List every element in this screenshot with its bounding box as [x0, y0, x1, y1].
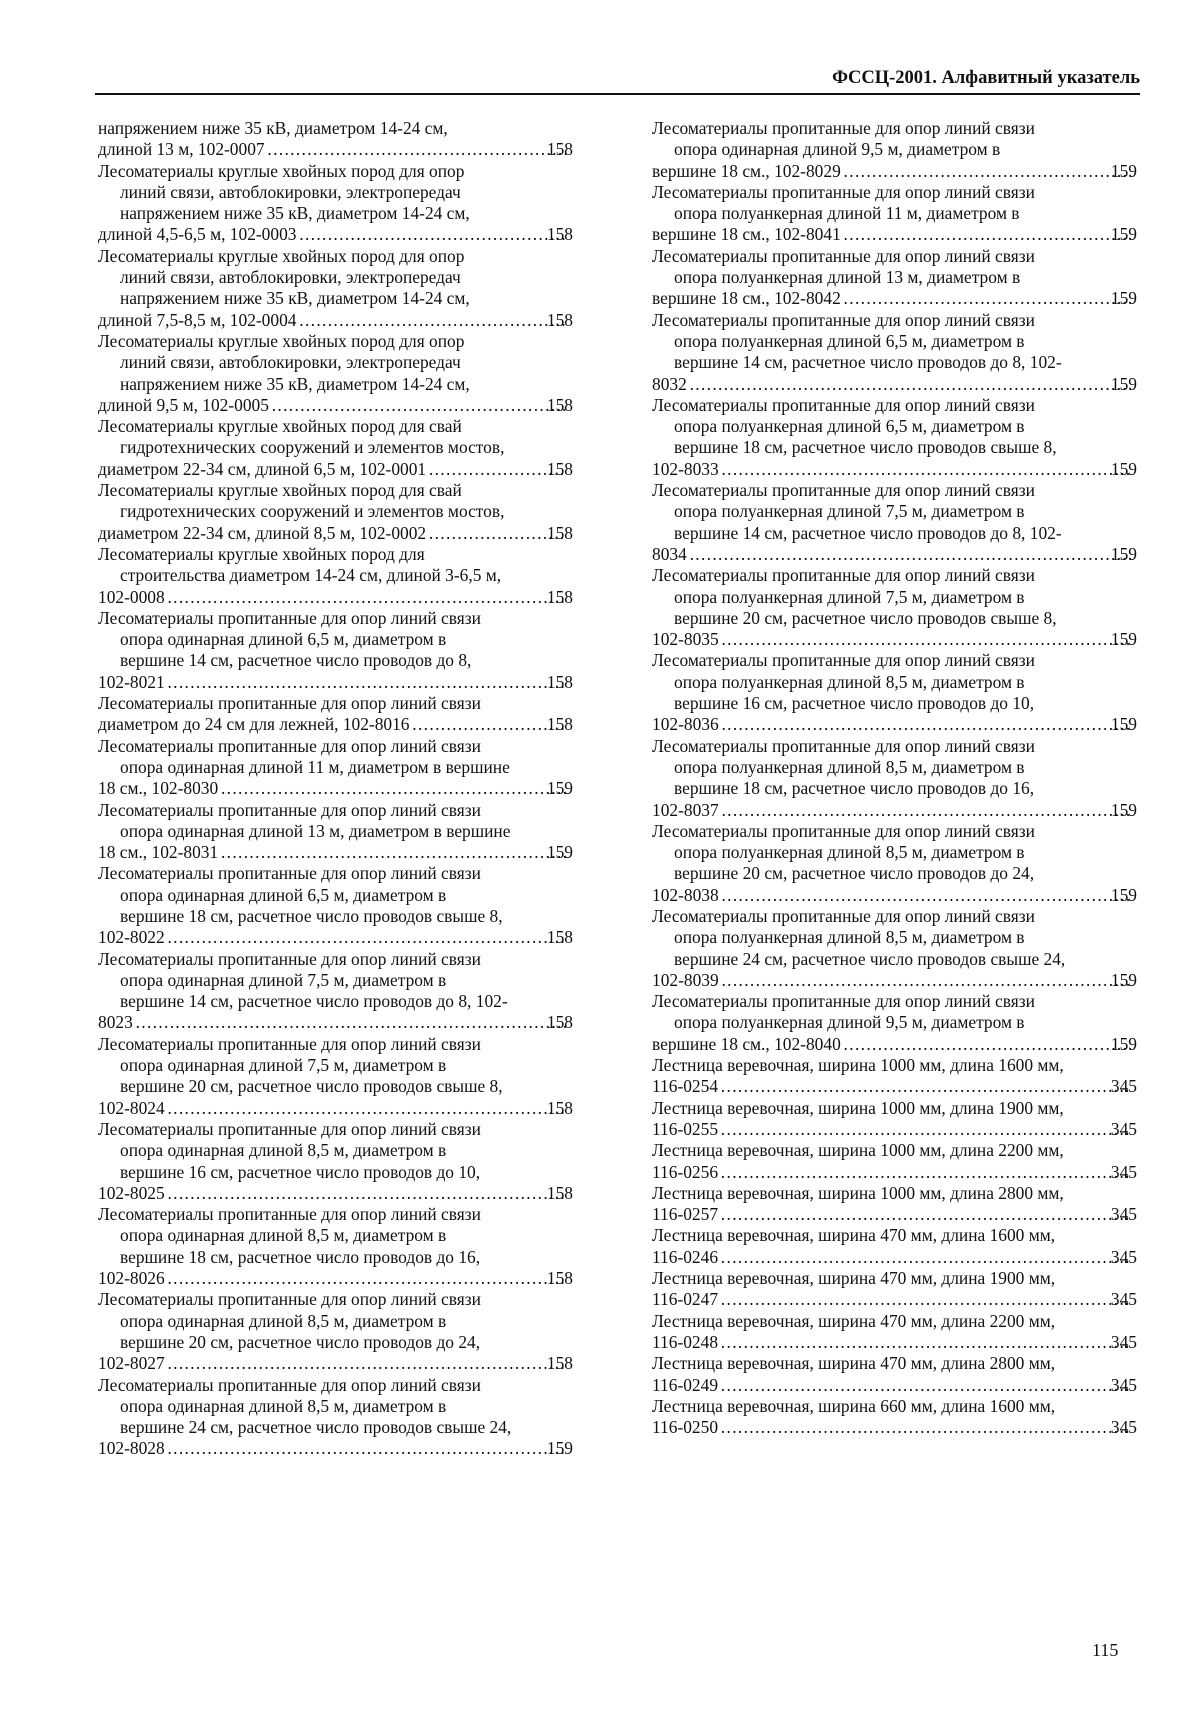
dot-leader	[721, 459, 1131, 480]
entry-text: Лесоматериалы пропитанные для опор линий связи	[652, 735, 1035, 756]
entry-text: Лесоматериалы пропитанные для опор линий связи	[98, 1289, 481, 1310]
entry-last-line	[98, 671, 573, 693]
index-column-left	[98, 118, 573, 1460]
entry-text: Лесоматериалы пропитанные для опор линий связи	[98, 863, 481, 884]
entry-text: вершине 18 см., 102-8040	[652, 1033, 841, 1054]
entry-last-line	[98, 927, 573, 948]
dot-leader	[689, 544, 1131, 565]
entry-text: Лестница веревочная, ширина 1000 мм, длина 1600 мм,	[652, 1055, 1064, 1076]
index-entry	[98, 1375, 573, 1460]
entry-text: Лесоматериалы пропитанные для опор линий связи	[652, 820, 1035, 841]
entry-last-line	[652, 1289, 1137, 1310]
entry-text: линий связи, автоблокировки, электропередач	[120, 267, 461, 288]
entry-text: опора полуанкерная длиной 11 м, диаметром в	[674, 203, 1020, 224]
entry-text: вершине 14 см, расчетное число проводов до 8, 102-	[674, 522, 1062, 543]
dot-leader	[720, 1375, 1131, 1396]
entry-text: Лесоматериалы пропитанные для опор линий связи	[652, 394, 1035, 415]
index-entry	[98, 949, 573, 1034]
entry-text: Лестница веревочная, ширина 1000 мм, длина 1900 мм,	[652, 1097, 1064, 1118]
entry-text: Лесоматериалы пропитанные для опор линий связи	[652, 181, 1035, 202]
dot-leader	[689, 374, 1131, 395]
entry-text: опора полуанкерная длиной 6,5 м, диаметром в	[674, 330, 1025, 351]
entry-page-number: 345	[1110, 1289, 1137, 1310]
entry-text: Лесоматериалы пропитанные для опор линий связи	[98, 735, 481, 756]
entry-page-number: 158	[546, 522, 573, 543]
dot-leader	[220, 778, 567, 799]
entry-text: вершине 18 см, расчетное число проводов свыше 8,	[674, 437, 1057, 458]
entry-text: опора полуанкерная длиной 8,5 м, диаметром в	[674, 671, 1025, 692]
entry-text: Лесоматериалы круглые хвойных пород для	[98, 543, 425, 564]
entry-text: вершине 18 см., 102-8029	[652, 160, 841, 181]
entry-page-number: 159	[546, 1438, 573, 1459]
dot-leader	[135, 1012, 567, 1033]
index-entry	[98, 1119, 573, 1204]
entry-last-line	[98, 778, 573, 799]
entry-text: 102-8035	[652, 629, 719, 650]
entry-text: вершине 16 см, расчетное число проводов до 10,	[120, 1161, 481, 1182]
index-entry	[98, 1289, 573, 1374]
index-entry	[652, 246, 1137, 310]
entry-page-number: 159	[1110, 458, 1137, 479]
entry-last-line	[98, 394, 573, 416]
entry-text: 116-0256	[652, 1161, 719, 1182]
entry-text: вершине 14 см, расчетное число проводов до 8,	[120, 650, 472, 671]
dot-leader	[720, 1204, 1131, 1225]
entry-page-number: 159	[1110, 288, 1137, 309]
entry-text: опора полуанкерная длиной 8,5 м, диаметром в	[674, 842, 1025, 863]
entry-text: Лесоматериалы пропитанные для опор линий связи	[98, 799, 481, 820]
entry-text: 102-8027	[98, 1353, 165, 1374]
entry-last-line	[98, 1438, 573, 1459]
index-entry	[652, 1396, 1137, 1439]
entry-page-number: 345	[1110, 1204, 1137, 1225]
entry-text: опора полуанкерная длиной 13 м, диаметром в	[674, 267, 1021, 288]
dot-leader	[720, 1417, 1131, 1438]
entry-page-number: 345	[1110, 1161, 1137, 1182]
dot-leader	[720, 1076, 1131, 1097]
entry-text: 102-8024	[98, 1097, 165, 1118]
entry-page-number: 159	[1110, 160, 1137, 181]
index-entry	[652, 1311, 1137, 1354]
entry-page-number: 159	[1110, 1033, 1137, 1054]
entry-text: Лесоматериалы круглые хвойных пород для опор	[98, 160, 465, 181]
index-entry	[652, 480, 1137, 565]
entry-text: 102-8026	[98, 1268, 165, 1289]
entry-text: опора одинарная длиной 7,5 м, диаметром в	[120, 969, 447, 990]
entry-text: длиной 13 м, 102-0007	[98, 139, 265, 160]
index-entry	[652, 906, 1137, 991]
dot-leader	[220, 842, 567, 863]
entry-text: опора полуанкерная длиной 7,5 м, диаметром в	[674, 501, 1025, 522]
entry-page-number: 159	[1110, 629, 1137, 650]
entry-text: Лесоматериалы пропитанные для опор линий связи	[652, 905, 1035, 926]
entry-page-number: 158	[546, 224, 573, 245]
entry-page-number: 158	[546, 1097, 573, 1118]
entry-text: вершине 24 см, расчетное число проводов свыше 24,	[674, 948, 1066, 969]
entry-last-line	[652, 373, 1137, 395]
dot-leader	[721, 714, 1131, 735]
entry-text: вершине 18 см, расчетное число проводов свыше 8,	[120, 905, 503, 926]
entry-page-number: 158	[546, 714, 573, 735]
entry-text: опора полуанкерная длиной 8,5 м, диаметром в	[674, 927, 1025, 948]
entry-text: Лестница веревочная, ширина 470 мм, длина 2200 мм,	[652, 1310, 1056, 1331]
entry-text: вершине 24 см, расчетное число проводов свыше 24,	[120, 1417, 512, 1438]
index-entry	[98, 118, 573, 161]
entry-page-number: 158	[546, 458, 573, 479]
entry-last-line	[652, 1246, 1137, 1268]
entry-text: вершине 14 см, расчетное число проводов до 8, 102-	[674, 352, 1062, 373]
entry-text: опора полуанкерная длиной 6,5 м, диаметром в	[674, 416, 1025, 437]
header-title: ФССЦ-2001. Алфавитный указатель	[832, 68, 1140, 88]
index-entry	[652, 821, 1137, 906]
entry-last-line	[98, 1353, 573, 1374]
entry-text: 102-8025	[98, 1182, 165, 1203]
entry-text: опора одинарная длиной 6,5 м, диаметром в	[120, 884, 447, 905]
index-entry	[98, 1204, 573, 1289]
entry-text: опора одинарная длиной 8,5 м, диаметром в	[120, 1310, 447, 1331]
entry-page-number: 158	[546, 1012, 573, 1033]
dot-leader	[298, 310, 566, 331]
dot-leader	[843, 1034, 1131, 1055]
entry-last-line	[652, 884, 1137, 906]
entry-last-line	[652, 543, 1137, 565]
dot-leader	[721, 970, 1131, 991]
entry-text: диаметром 22-34 см, длиной 8,5 м, 102-0002	[98, 522, 427, 543]
index-entry	[652, 991, 1137, 1055]
entry-text: 102-8036	[652, 714, 719, 735]
entry-text: Лесоматериалы пропитанные для опор линий связи	[652, 245, 1035, 266]
entry-text: напряжением ниже 35 кВ, диаметром 14-24 см,	[120, 288, 470, 309]
entry-text: 116-0247	[652, 1289, 719, 1310]
entry-text: линий связи, автоблокировки, электропередач	[120, 181, 461, 202]
index-entry	[98, 480, 573, 544]
entry-text: 8034	[652, 543, 687, 564]
entry-text: 18 см., 102-8030	[98, 778, 219, 799]
entry-page-number: 158	[546, 1182, 573, 1203]
index-entry	[652, 182, 1137, 246]
entry-page-number: 345	[1110, 1417, 1137, 1438]
index-entry	[652, 1140, 1137, 1183]
index-entry	[98, 863, 573, 948]
entry-page-number: 158	[546, 139, 573, 160]
entry-page-number: 345	[1110, 1331, 1137, 1352]
entry-page-number: 345	[1110, 1374, 1137, 1395]
index-entry	[98, 736, 573, 800]
entry-text: 8032	[652, 373, 687, 394]
entry-last-line	[98, 458, 573, 480]
entry-last-line	[98, 309, 573, 331]
page-number: 115	[1092, 1640, 1119, 1660]
entry-text: вершине 14 см, расчетное число проводов до 8, 102-	[120, 991, 508, 1012]
entry-page-number: 159	[1110, 884, 1137, 905]
index-entry	[652, 650, 1137, 735]
entry-text: Лесоматериалы пропитанные для опор линий связи	[98, 1204, 481, 1225]
entry-text: Лесоматериалы пропитанные для опор линий связи	[652, 991, 1035, 1012]
entry-text: Лесоматериалы пропитанные для опор линий связи	[98, 1118, 481, 1139]
entry-page-number: 158	[546, 671, 573, 692]
dot-leader	[167, 587, 567, 608]
entry-text: вершине 18 см., 102-8042	[652, 288, 841, 309]
entry-text: диаметром 22-34 см, длиной 6,5 м, 102-0001	[98, 458, 427, 479]
entry-text: Лесоматериалы пропитанные для опор линий связи	[652, 565, 1035, 586]
entry-text: опора полуанкерная длиной 7,5 м, диаметром в	[674, 586, 1025, 607]
dot-leader	[167, 1353, 567, 1374]
entry-text: строительства диаметром 14-24 см, длиной 3-6,5 м,	[120, 565, 502, 586]
entry-last-line	[652, 799, 1137, 821]
entry-text: длиной 7,5-8,5 м, 102-0004	[98, 309, 297, 330]
entry-page-number: 159	[1110, 714, 1137, 735]
entry-text: 116-0254	[652, 1076, 719, 1097]
entry-page-number: 159	[1110, 799, 1137, 820]
index-entry	[652, 1225, 1137, 1268]
entry-text: опора одинарная длиной 11 м, диаметром в вершине	[120, 756, 510, 777]
entry-text: Лесоматериалы пропитанные для опор линий связи	[652, 480, 1035, 501]
entry-text: вершине 18 см, расчетное число проводов до 16,	[674, 778, 1035, 799]
entry-text: Лесоматериалы пропитанные для опор линий связи	[98, 693, 481, 714]
index-entry	[652, 1098, 1137, 1141]
entry-text: Лесоматериалы круглые хвойных пород для опор	[98, 330, 465, 351]
entry-page-number: 345	[1110, 1076, 1137, 1097]
entry-last-line	[98, 1097, 573, 1119]
entry-last-line	[652, 224, 1137, 245]
entry-text: гидротехнических сооружений и элементов мостов,	[120, 437, 505, 458]
entry-text: вершине 18 см, расчетное число проводов до 16,	[120, 1246, 481, 1267]
dot-leader	[720, 1119, 1131, 1140]
entry-text: Лестница веревочная, ширина 470 мм, длина 1900 мм,	[652, 1268, 1056, 1289]
entry-last-line	[652, 288, 1137, 309]
dot-leader	[167, 1098, 567, 1119]
entry-text: напряжением ниже 35 кВ, диаметром 14-24 см,	[120, 203, 470, 224]
entry-last-line	[98, 1268, 573, 1289]
index-entry	[98, 246, 573, 331]
entry-last-line	[98, 522, 573, 544]
entry-last-line	[652, 1417, 1137, 1438]
index-entry	[652, 736, 1137, 821]
index-entry	[652, 1353, 1137, 1396]
dot-leader	[721, 885, 1131, 906]
entry-text: Лесоматериалы пропитанные для опор линий связи	[98, 1033, 481, 1054]
index-entry	[98, 800, 573, 864]
entry-text: длиной 9,5 м, 102-0005	[98, 394, 269, 415]
entry-last-line	[652, 458, 1137, 480]
entry-text: 102-8033	[652, 458, 719, 479]
dot-leader	[720, 1247, 1131, 1268]
index-entry	[98, 416, 573, 480]
entry-text: линий связи, автоблокировки, электропередач	[120, 352, 461, 373]
entry-text: опора одинарная длиной 9,5 м, диаметром в	[674, 139, 1001, 160]
entry-text: 8023	[98, 1012, 133, 1033]
entry-text: вершине 16 см, расчетное число проводов до 10,	[674, 693, 1035, 714]
entry-page-number: 159	[1110, 373, 1137, 394]
entry-text: 102-8039	[652, 969, 719, 990]
entry-last-line	[652, 714, 1137, 735]
entry-last-line	[652, 1331, 1137, 1353]
entry-page-number: 159	[1110, 543, 1137, 564]
entry-text: Лестница веревочная, ширина 470 мм, длина 1600 мм,	[652, 1225, 1056, 1246]
entry-page-number: 345	[1110, 1246, 1137, 1267]
dot-leader	[271, 395, 567, 416]
dot-leader	[167, 672, 567, 693]
dot-leader	[720, 1332, 1131, 1353]
entry-text: вершине 20 см, расчетное число проводов свыше 8,	[674, 607, 1057, 628]
entry-text: длиной 4,5-6,5 м, 102-0003	[98, 224, 297, 245]
entry-page-number: 159	[546, 778, 573, 799]
entry-text: диаметром до 24 см для лежней, 102-8016	[98, 714, 410, 735]
entry-text: опора одинарная длиной 13 м, диаметром в вершине	[120, 820, 511, 841]
dot-leader	[720, 1162, 1131, 1183]
entry-text: Лестница веревочная, ширина 1000 мм, длина 2800 мм,	[652, 1182, 1064, 1203]
entry-text: опора одинарная длиной 8,5 м, диаметром в	[120, 1140, 447, 1161]
entry-text: вершине 20 см, расчетное число проводов свыше 8,	[120, 1076, 503, 1097]
index-entry	[98, 331, 573, 416]
entry-text: опора одинарная длиной 8,5 м, диаметром в	[120, 1395, 447, 1416]
entry-text: Лесоматериалы пропитанные для опор линий связи	[98, 948, 481, 969]
entry-text: 102-8028	[98, 1438, 165, 1459]
entry-text: 18 см., 102-8031	[98, 842, 219, 863]
index-entry	[652, 310, 1137, 395]
entry-text: Лесоматериалы круглые хвойных пород для опор	[98, 245, 465, 266]
entry-text: 102-8021	[98, 671, 165, 692]
entry-page-number: 158	[546, 1353, 573, 1374]
entry-text: 102-8022	[98, 927, 165, 948]
entry-text: вершине 20 см, расчетное число проводов до 24,	[120, 1331, 481, 1352]
entry-text: 116-0250	[652, 1417, 719, 1438]
entry-page-number: 345	[1110, 1118, 1137, 1139]
entry-text: 116-0248	[652, 1331, 719, 1352]
entry-last-line	[652, 629, 1137, 650]
entry-last-line	[652, 969, 1137, 991]
entry-page-number: 158	[546, 927, 573, 948]
entry-page-number: 158	[546, 309, 573, 330]
index-entry	[98, 608, 573, 693]
entry-text: Лестница веревочная, ширина 470 мм, длина 2800 мм,	[652, 1353, 1056, 1374]
entry-last-line	[652, 1033, 1137, 1055]
entry-last-line	[98, 1182, 573, 1204]
dot-leader	[167, 1183, 567, 1204]
index-entry	[652, 1268, 1137, 1311]
index-entry	[98, 161, 573, 246]
dot-leader	[267, 139, 567, 160]
entry-last-line	[98, 139, 573, 160]
entry-last-line	[652, 1204, 1137, 1225]
entry-text: Лесоматериалы пропитанные для опор линий связи	[98, 607, 481, 628]
dot-leader	[843, 224, 1131, 245]
entry-text: напряжением ниже 35 кВ, диаметром 14-24 см,	[120, 373, 470, 394]
entry-text: Лесоматериалы пропитанные для опор линий связи	[98, 1374, 481, 1395]
entry-last-line	[98, 842, 573, 863]
entry-last-line	[98, 224, 573, 245]
index-entry	[652, 118, 1137, 182]
dot-leader	[720, 1289, 1131, 1310]
index-entry	[98, 693, 573, 736]
dot-leader	[167, 927, 567, 948]
entry-last-line	[98, 586, 573, 608]
entry-text: 102-8037	[652, 799, 719, 820]
index-entry	[652, 1055, 1137, 1098]
entry-last-line	[652, 160, 1137, 182]
entry-text: Лестница веревочная, ширина 660 мм, длина 1600 мм,	[652, 1395, 1056, 1416]
entry-last-line	[652, 1076, 1137, 1097]
entry-text: опора полуанкерная длиной 9,5 м, диаметром в	[674, 1012, 1025, 1033]
entry-last-line	[652, 1161, 1137, 1183]
entry-text: гидротехнических сооружений и элементов мостов,	[120, 501, 505, 522]
entry-text: Лесоматериалы пропитанные для опор линий связи	[652, 118, 1035, 138]
dot-leader	[721, 629, 1131, 650]
index-column-right	[652, 118, 1137, 1438]
entry-page-number: 159	[1110, 224, 1137, 245]
index-entry	[652, 565, 1137, 650]
entry-text: Лесоматериалы пропитанные для опор линий связи	[652, 309, 1035, 330]
entry-text: вершине 20 см, расчетное число проводов до 24,	[674, 863, 1035, 884]
dot-leader	[412, 714, 567, 735]
entry-text: Лесоматериалы круглые хвойных пород для свай	[98, 480, 462, 501]
entry-text: опора одинарная длиной 6,5 м, диаметром в	[120, 629, 447, 650]
index-entry	[98, 1034, 573, 1119]
running-header	[95, 66, 1140, 95]
index-entry	[652, 1183, 1137, 1226]
index-entry	[652, 395, 1137, 480]
entry-text: 116-0246	[652, 1246, 719, 1267]
entry-page-number: 158	[546, 394, 573, 415]
entry-text: 116-0249	[652, 1374, 719, 1395]
entry-text: 116-0257	[652, 1204, 719, 1225]
dot-leader	[843, 288, 1131, 309]
entry-text: Лесоматериалы круглые хвойных пород для свай	[98, 416, 462, 437]
entry-text: опора одинарная длиной 8,5 м, диаметром в	[120, 1225, 447, 1246]
entry-text: Лесоматериалы пропитанные для опор линий связи	[652, 650, 1035, 671]
entry-last-line	[98, 714, 573, 735]
entry-last-line	[98, 1012, 573, 1033]
dot-leader	[167, 1268, 567, 1289]
entry-text: напряжением ниже 35 кВ, диаметром 14-24 см,	[98, 118, 448, 138]
entry-text: 116-0255	[652, 1118, 719, 1139]
dot-leader	[298, 224, 566, 245]
entry-last-line	[652, 1118, 1137, 1140]
entry-page-number: 159	[1110, 969, 1137, 990]
entry-text: вершине 18 см., 102-8041	[652, 224, 841, 245]
dot-leader	[167, 1438, 567, 1459]
entry-text: опора одинарная длиной 7,5 м, диаметром в	[120, 1055, 447, 1076]
index-entry	[98, 544, 573, 608]
entry-text: 102-0008	[98, 586, 165, 607]
entry-text: Лестница веревочная, ширина 1000 мм, длина 2200 мм,	[652, 1140, 1064, 1161]
entry-text: опора полуанкерная длиной 8,5 м, диаметром в	[674, 756, 1025, 777]
dot-leader	[721, 800, 1131, 821]
entry-page-number: 158	[546, 586, 573, 607]
entry-page-number: 158	[546, 1268, 573, 1289]
entry-text: 102-8038	[652, 884, 719, 905]
entry-last-line	[652, 1374, 1137, 1396]
dot-leader	[843, 161, 1131, 182]
entry-page-number: 159	[546, 842, 573, 863]
